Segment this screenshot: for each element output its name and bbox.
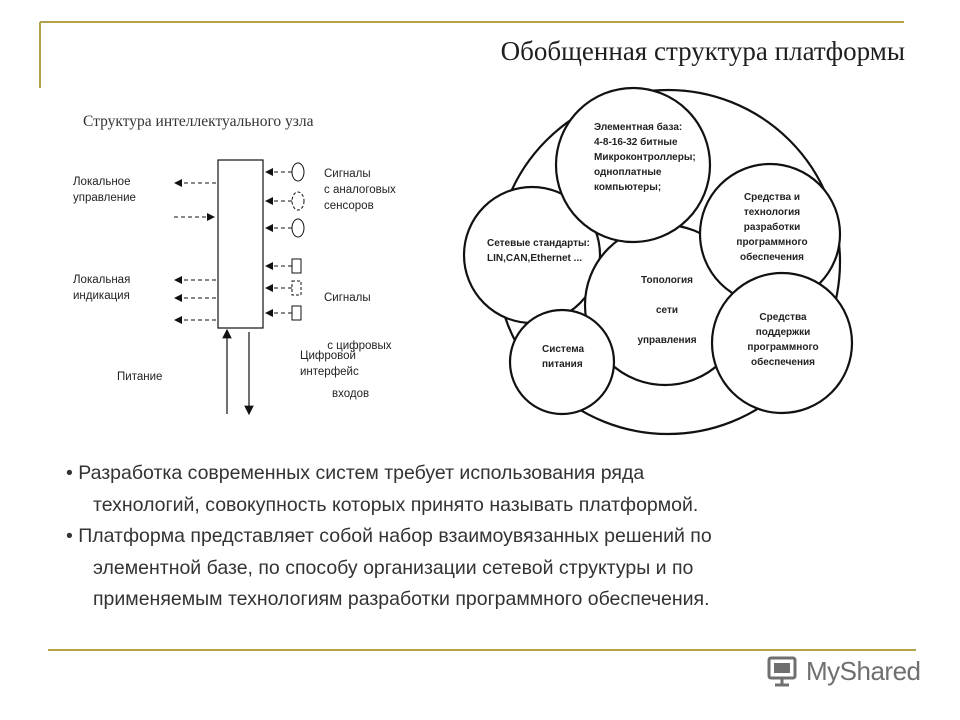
dev-tools-text: Средства и технология разработки программного обеспечения xyxy=(736,192,808,263)
bullet-line: технологий, совокупность которых принято называть платформой. xyxy=(93,493,699,516)
bullet-line: применяемым технологиям разработки программного обеспечения. xyxy=(93,588,710,610)
local-control-label: Локальное управление xyxy=(73,176,136,204)
myshared-logo xyxy=(766,654,921,688)
digital-signals-label: Сигналы с цифровых входов xyxy=(324,292,392,400)
support-tools-text: Средства поддержки программного обеспечения xyxy=(747,312,819,368)
logo-brand: MyShared xyxy=(806,655,921,686)
analog-signals-label: Сигналы с аналоговых сенсоров xyxy=(324,168,396,212)
element-base-text: Элементная база: 4-8-16-32 битные Микроконтроллеры; одноплатные компьютеры; xyxy=(594,122,696,193)
bullet-list xyxy=(66,458,926,616)
bullet-line: элементной базе, по способу организации сетевой структуры и по xyxy=(93,556,694,579)
network-standards-text: Сетевые стандарты: LIN,CAN,Ethernet ... xyxy=(487,238,590,264)
local-indication-label: Локальная индикация xyxy=(73,274,131,302)
power-system-text: Система питания xyxy=(542,344,585,370)
topology-text: Топология сети управления xyxy=(637,275,697,346)
logo-icon xyxy=(766,654,800,688)
slide-title: Обобщенная структура платформы xyxy=(500,36,905,66)
bullet-item: • Разработка современных систем требует использования ряда xyxy=(66,462,645,484)
bullet-item: • Платформа представляет собой набор взаимоувязанных решений по xyxy=(66,525,712,547)
node-diagram-title: Структура интеллектуального узла xyxy=(83,113,314,130)
power-label: Питание xyxy=(117,371,163,383)
digital-interface-label: Цифровой интерфейс xyxy=(300,350,359,378)
